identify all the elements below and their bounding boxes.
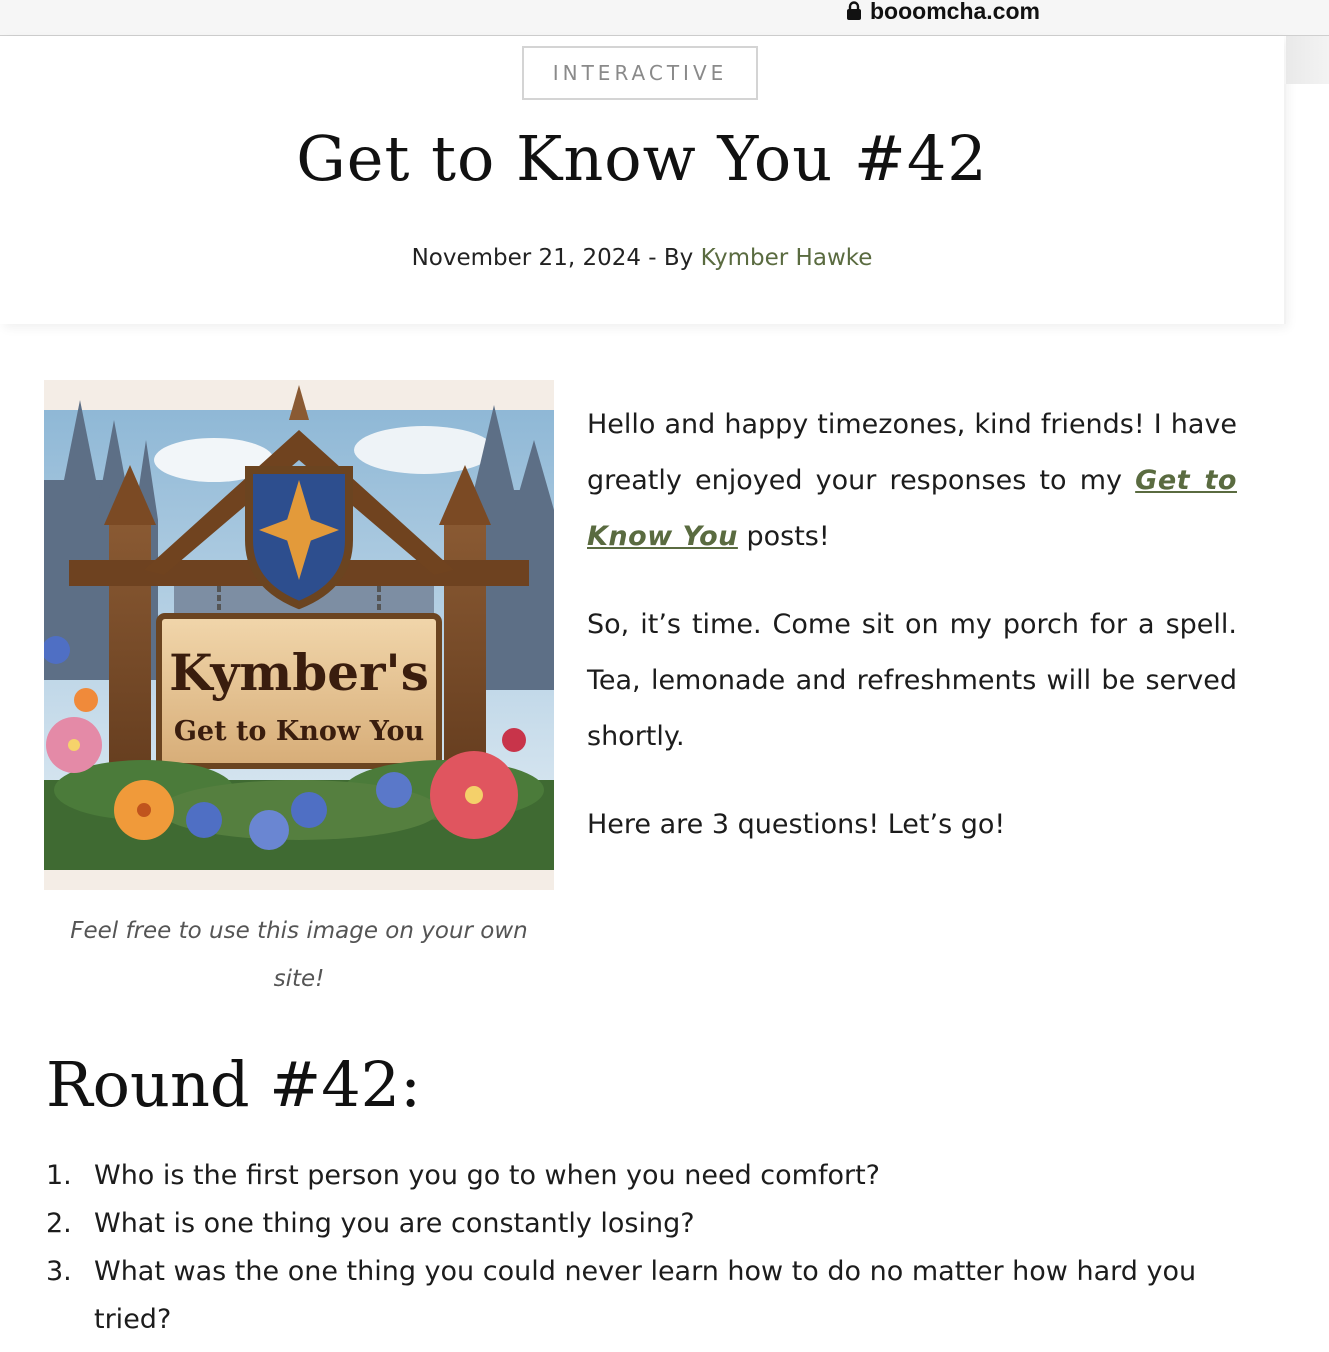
url-text: booomcha.com [870,0,1040,24]
post-title: Get to Know You #42 [296,122,988,195]
question-text: Who is the first person you go to when you need comfort? [94,1160,881,1191]
question-number: 1. [46,1160,72,1191]
category-tag[interactable]: INTERACTIVE [522,46,758,100]
image-caption: Feel free to use this image on your own site! [70,918,528,992]
questions-list [46,1152,1246,1344]
question-text: What was the one thing you could never learn how to do no matter how hard you tried? [94,1256,1197,1335]
sign-title: Kymber's [169,643,429,702]
list-item [46,1248,1246,1344]
url-display[interactable] [846,0,1040,22]
list-item [46,1200,1246,1248]
intro-paragraph-2: So, it’s time. Come sit on my porch for a spell. Tea, lemonade and refreshments will be served shortly. [587,609,1237,752]
intro-p1-end: posts! [737,521,830,552]
intro-text [587,397,1237,885]
post-meta [0,245,1284,271]
round-heading: Round #42: [46,1048,421,1121]
post-date: November 21, 2024 [411,245,641,271]
intro-paragraph-1 [587,397,1237,565]
sign-subtitle: Get to Know You [173,716,425,747]
intro-paragraph-3: Here are 3 questions! Let’s go! [587,809,1006,840]
browser-address-bar[interactable] [0,0,1329,36]
question-number: 3. [46,1256,72,1287]
sign-illustration [44,380,554,890]
question-text: What is one thing you are constantly losing? [94,1208,695,1239]
author-link[interactable]: Kymber Hawke [700,245,873,271]
get-to-know-you-link[interactable]: Get to Know You [587,465,1237,552]
question-number: 2. [46,1208,72,1239]
by-separator: - By [640,245,701,271]
intro-p1-text: Hello and happy timezones, kind friends! I have greatly enjoyed your responses to my [587,409,1237,496]
featured-image [44,380,554,890]
list-item [46,1152,1246,1200]
page-edge [1284,84,1286,324]
page-edge-shadow [1286,36,1329,84]
lock-icon [846,1,862,21]
